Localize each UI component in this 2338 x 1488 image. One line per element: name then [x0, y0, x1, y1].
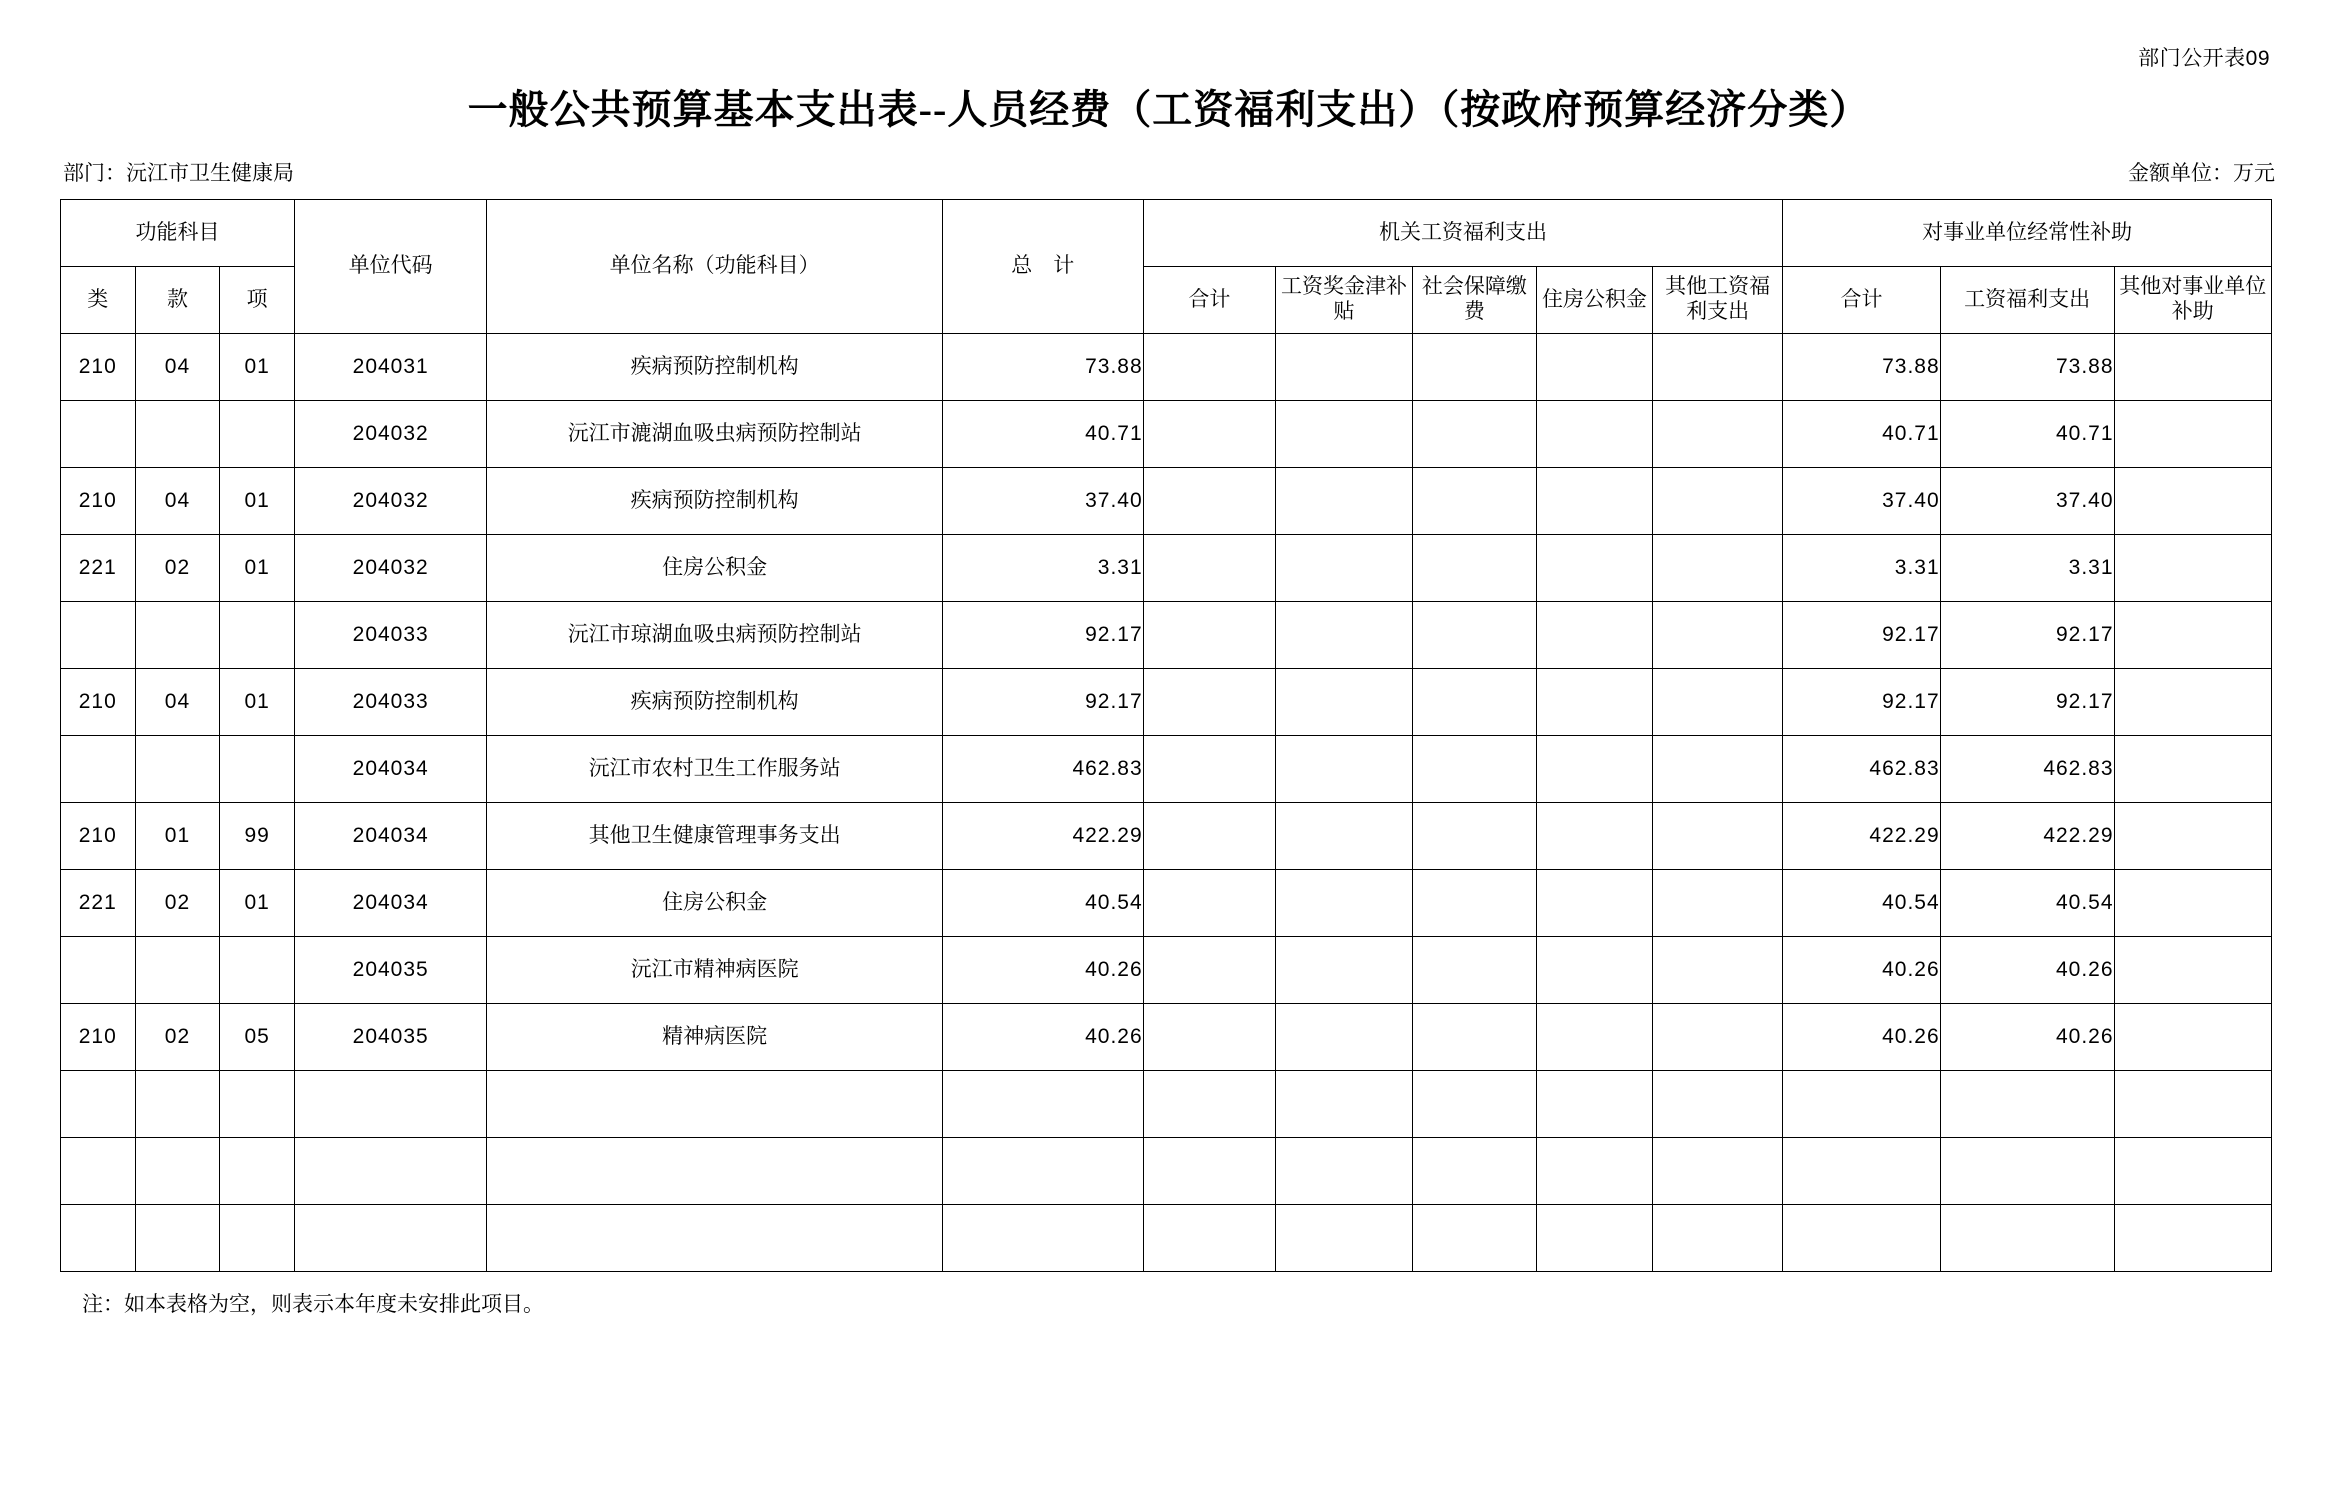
cell-org-social [1412, 736, 1536, 803]
cell-xiang [220, 937, 295, 1004]
cell-code: 204032 [294, 535, 487, 602]
cell-kuan: 02 [135, 535, 220, 602]
cell-org-housing [1536, 937, 1652, 1004]
cell-lei: 210 [61, 669, 136, 736]
cell-xiang [220, 1205, 295, 1272]
cell-lei [61, 1071, 136, 1138]
cell-inst-other [2114, 401, 2271, 468]
table-row [61, 602, 2272, 669]
cell-name: 沅江市漉湖血吸虫病预防控制站 [487, 401, 942, 468]
cell-org-other [1652, 1205, 1782, 1272]
cell-name: 住房公积金 [487, 535, 942, 602]
cell-code: 204033 [294, 669, 487, 736]
cell-org-social [1412, 1004, 1536, 1071]
cell-org-sum [1143, 1138, 1275, 1205]
cell-org-other [1652, 736, 1782, 803]
table-note: 注：如本表格为空，则表示本年度未安排此项目。 [82, 1293, 544, 1316]
cell-org-bonus [1276, 1071, 1413, 1138]
cell-org-housing [1536, 334, 1652, 401]
cell-kuan [135, 1205, 220, 1272]
cell-org-social [1412, 1138, 1536, 1205]
col-unit-code: 单位代码 [294, 200, 487, 334]
cell-org-sum [1143, 803, 1275, 870]
cell-xiang [220, 736, 295, 803]
cell-inst-other [2114, 602, 2271, 669]
cell-total [942, 1138, 1143, 1205]
cell-org-housing [1536, 1071, 1652, 1138]
cell-inst-sum: 40.26 [1783, 937, 1940, 1004]
col-org-social: 社会保障缴费 [1412, 267, 1536, 334]
cell-org-other [1652, 602, 1782, 669]
table-row [61, 334, 2272, 401]
cell-total: 422.29 [942, 803, 1143, 870]
cell-org-housing [1536, 736, 1652, 803]
cell-inst-wage: 73.88 [1940, 334, 2114, 401]
cell-inst-other [2114, 535, 2271, 602]
cell-org-sum [1143, 602, 1275, 669]
col-org-other: 其他工资福利支出 [1652, 267, 1782, 334]
cell-org-other [1652, 401, 1782, 468]
cell-code: 204035 [294, 1004, 487, 1071]
cell-code: 204032 [294, 401, 487, 468]
cell-inst-other [2114, 468, 2271, 535]
cell-org-other [1652, 937, 1782, 1004]
cell-kuan: 02 [135, 870, 220, 937]
cell-org-housing [1536, 1004, 1652, 1071]
cell-name [487, 1071, 942, 1138]
cell-xiang [220, 602, 295, 669]
amount-unit-label: 金额单位：万元 [2128, 162, 2275, 185]
cell-inst-sum: 92.17 [1783, 669, 1940, 736]
cell-inst-sum [1783, 1138, 1940, 1205]
cell-inst-sum: 462.83 [1783, 736, 1940, 803]
cell-code: 204034 [294, 870, 487, 937]
cell-inst-sum [1783, 1071, 1940, 1138]
cell-org-sum [1143, 937, 1275, 1004]
cell-org-bonus [1276, 334, 1413, 401]
cell-inst-sum: 37.40 [1783, 468, 1940, 535]
cell-inst-sum: 422.29 [1783, 803, 1940, 870]
cell-total: 92.17 [942, 669, 1143, 736]
cell-code [294, 1205, 487, 1272]
cell-kuan: 04 [135, 334, 220, 401]
cell-org-other [1652, 535, 1782, 602]
cell-org-bonus [1276, 870, 1413, 937]
cell-org-sum [1143, 736, 1275, 803]
cell-total: 3.31 [942, 535, 1143, 602]
cell-lei: 221 [61, 870, 136, 937]
table-row [61, 401, 2272, 468]
cell-xiang [220, 401, 295, 468]
cell-name: 精神病医院 [487, 1004, 942, 1071]
col-inst-sum: 合计 [1783, 267, 1940, 334]
cell-total: 37.40 [942, 468, 1143, 535]
cell-code: 204031 [294, 334, 487, 401]
cell-inst-sum: 40.71 [1783, 401, 1940, 468]
table-row [61, 736, 2272, 803]
cell-org-social [1412, 937, 1536, 1004]
cell-name: 沅江市精神病医院 [487, 937, 942, 1004]
cell-code [294, 1138, 487, 1205]
col-org-sum: 合计 [1143, 267, 1275, 334]
cell-lei: 210 [61, 468, 136, 535]
cell-org-sum [1143, 1205, 1275, 1272]
cell-lei: 221 [61, 535, 136, 602]
cell-total: 40.54 [942, 870, 1143, 937]
cell-org-housing [1536, 602, 1652, 669]
cell-inst-other [2114, 937, 2271, 1004]
cell-name: 住房公积金 [487, 870, 942, 937]
cell-org-other [1652, 1004, 1782, 1071]
cell-name: 疾病预防控制机构 [487, 334, 942, 401]
cell-org-bonus [1276, 468, 1413, 535]
cell-inst-sum: 3.31 [1783, 535, 1940, 602]
form-code: 部门公开表09 [2138, 47, 2270, 70]
cell-lei [61, 937, 136, 1004]
cell-inst-wage: 3.31 [1940, 535, 2114, 602]
cell-inst-other [2114, 736, 2271, 803]
cell-org-housing [1536, 669, 1652, 736]
table-row [61, 1205, 2272, 1272]
col-group-institution: 对事业单位经常性补助 [1783, 200, 2272, 267]
cell-org-housing [1536, 468, 1652, 535]
cell-xiang: 01 [220, 334, 295, 401]
table-body [61, 334, 2272, 1272]
cell-kuan [135, 401, 220, 468]
cell-org-bonus [1276, 1004, 1413, 1071]
cell-org-housing [1536, 870, 1652, 937]
cell-lei: 210 [61, 1004, 136, 1071]
table-row [61, 803, 2272, 870]
cell-name: 沅江市琼湖血吸虫病预防控制站 [487, 602, 942, 669]
cell-lei: 210 [61, 803, 136, 870]
cell-inst-other [2114, 1004, 2271, 1071]
page-title: 一般公共预算基本支出表--人员经费（工资福利支出）（按政府预算经济分类） [467, 87, 1871, 132]
cell-lei [61, 1205, 136, 1272]
cell-org-social [1412, 870, 1536, 937]
table-row [61, 1138, 2272, 1205]
meta-row [60, 157, 2278, 187]
cell-code: 204034 [294, 736, 487, 803]
cell-org-other [1652, 468, 1782, 535]
cell-org-bonus [1276, 401, 1413, 468]
cell-org-bonus [1276, 937, 1413, 1004]
cell-lei [61, 736, 136, 803]
cell-org-social [1412, 334, 1536, 401]
col-org-bonus: 工资奖金津补贴 [1276, 267, 1413, 334]
cell-org-social [1412, 669, 1536, 736]
cell-xiang: 01 [220, 468, 295, 535]
cell-inst-other [2114, 334, 2271, 401]
cell-org-sum [1143, 535, 1275, 602]
col-func-subject: 功能科目 [61, 200, 295, 267]
cell-org-housing [1536, 401, 1652, 468]
cell-xiang: 01 [220, 870, 295, 937]
budget-table [60, 199, 2272, 1272]
cell-inst-other [2114, 870, 2271, 937]
cell-name: 其他卫生健康管理事务支出 [487, 803, 942, 870]
cell-name: 沅江市农村卫生工作服务站 [487, 736, 942, 803]
cell-org-housing [1536, 535, 1652, 602]
cell-org-social [1412, 1205, 1536, 1272]
cell-lei [61, 1138, 136, 1205]
cell-xiang: 05 [220, 1004, 295, 1071]
cell-kuan: 02 [135, 1004, 220, 1071]
cell-org-social [1412, 535, 1536, 602]
table-row [61, 937, 2272, 1004]
cell-lei [61, 602, 136, 669]
cell-code: 204034 [294, 803, 487, 870]
cell-org-sum [1143, 870, 1275, 937]
cell-org-sum [1143, 334, 1275, 401]
cell-org-social [1412, 401, 1536, 468]
table-row [61, 669, 2272, 736]
cell-org-bonus [1276, 1138, 1413, 1205]
cell-inst-wage: 422.29 [1940, 803, 2114, 870]
cell-name: 疾病预防控制机构 [487, 669, 942, 736]
col-unit-name: 单位名称（功能科目） [487, 200, 942, 334]
table-row [61, 1004, 2272, 1071]
cell-code: 204033 [294, 602, 487, 669]
cell-total [942, 1205, 1143, 1272]
cell-inst-other [2114, 1138, 2271, 1205]
cell-org-bonus [1276, 803, 1413, 870]
cell-inst-wage: 462.83 [1940, 736, 2114, 803]
cell-org-social [1412, 803, 1536, 870]
cell-total [942, 1071, 1143, 1138]
col-total: 总 计 [942, 200, 1143, 334]
cell-org-bonus [1276, 736, 1413, 803]
cell-kuan [135, 937, 220, 1004]
cell-inst-wage [1940, 1138, 2114, 1205]
cell-total: 462.83 [942, 736, 1143, 803]
cell-inst-wage: 40.54 [1940, 870, 2114, 937]
table-row [61, 870, 2272, 937]
cell-org-social [1412, 468, 1536, 535]
cell-org-other [1652, 803, 1782, 870]
cell-inst-wage [1940, 1071, 2114, 1138]
cell-kuan: 04 [135, 468, 220, 535]
cell-org-social [1412, 1071, 1536, 1138]
cell-inst-wage: 92.17 [1940, 669, 2114, 736]
cell-inst-wage [1940, 1205, 2114, 1272]
cell-org-other [1652, 669, 1782, 736]
cell-org-sum [1143, 669, 1275, 736]
cell-org-sum [1143, 1004, 1275, 1071]
cell-kuan: 04 [135, 669, 220, 736]
cell-inst-wage: 37.40 [1940, 468, 2114, 535]
cell-xiang: 99 [220, 803, 295, 870]
cell-total: 73.88 [942, 334, 1143, 401]
cell-code [294, 1071, 487, 1138]
cell-org-other [1652, 1138, 1782, 1205]
cell-code: 204032 [294, 468, 487, 535]
cell-code: 204035 [294, 937, 487, 1004]
cell-kuan [135, 1071, 220, 1138]
cell-xiang [220, 1138, 295, 1205]
table-header-row-1 [61, 200, 2272, 267]
cell-kuan [135, 1138, 220, 1205]
cell-name: 疾病预防控制机构 [487, 468, 942, 535]
cell-org-sum [1143, 468, 1275, 535]
cell-name [487, 1138, 942, 1205]
cell-org-bonus [1276, 669, 1413, 736]
cell-inst-wage: 40.26 [1940, 937, 2114, 1004]
cell-kuan [135, 736, 220, 803]
cell-inst-wage: 40.71 [1940, 401, 2114, 468]
cell-org-other [1652, 334, 1782, 401]
cell-kuan: 01 [135, 803, 220, 870]
table-row [61, 535, 2272, 602]
cell-total: 92.17 [942, 602, 1143, 669]
table-row [61, 1071, 2272, 1138]
cell-org-housing [1536, 1138, 1652, 1205]
cell-inst-other [2114, 669, 2271, 736]
table-row [61, 468, 2272, 535]
cell-inst-sum: 40.26 [1783, 1004, 1940, 1071]
col-xiang: 项 [220, 267, 295, 334]
cell-inst-other [2114, 1071, 2271, 1138]
cell-org-housing [1536, 803, 1652, 870]
col-org-housing: 住房公积金 [1536, 267, 1652, 334]
cell-org-other [1652, 1071, 1782, 1138]
cell-inst-wage: 40.26 [1940, 1004, 2114, 1071]
cell-name [487, 1205, 942, 1272]
cell-org-bonus [1276, 1205, 1413, 1272]
cell-inst-wage: 92.17 [1940, 602, 2114, 669]
cell-org-other [1652, 870, 1782, 937]
cell-inst-sum: 92.17 [1783, 602, 1940, 669]
cell-total: 40.26 [942, 937, 1143, 1004]
cell-inst-sum: 73.88 [1783, 334, 1940, 401]
cell-org-sum [1143, 1071, 1275, 1138]
cell-org-social [1412, 602, 1536, 669]
cell-total: 40.26 [942, 1004, 1143, 1071]
cell-org-bonus [1276, 602, 1413, 669]
cell-inst-other [2114, 803, 2271, 870]
cell-inst-sum [1783, 1205, 1940, 1272]
cell-lei [61, 401, 136, 468]
col-lei: 类 [61, 267, 136, 334]
cell-xiang: 01 [220, 669, 295, 736]
cell-org-sum [1143, 401, 1275, 468]
cell-inst-sum: 40.54 [1783, 870, 1940, 937]
cell-org-housing [1536, 1205, 1652, 1272]
cell-xiang [220, 1071, 295, 1138]
cell-total: 40.71 [942, 401, 1143, 468]
cell-lei: 210 [61, 334, 136, 401]
col-inst-wage: 工资福利支出 [1940, 267, 2114, 334]
cell-xiang: 01 [220, 535, 295, 602]
col-inst-other: 其他对事业单位补助 [2114, 267, 2271, 334]
cell-kuan [135, 602, 220, 669]
col-group-org: 机关工资福利支出 [1143, 200, 1783, 267]
cell-org-bonus [1276, 535, 1413, 602]
department-label: 部门：沅江市卫生健康局 [63, 162, 294, 185]
col-kuan: 款 [135, 267, 220, 334]
cell-inst-other [2114, 1205, 2271, 1272]
